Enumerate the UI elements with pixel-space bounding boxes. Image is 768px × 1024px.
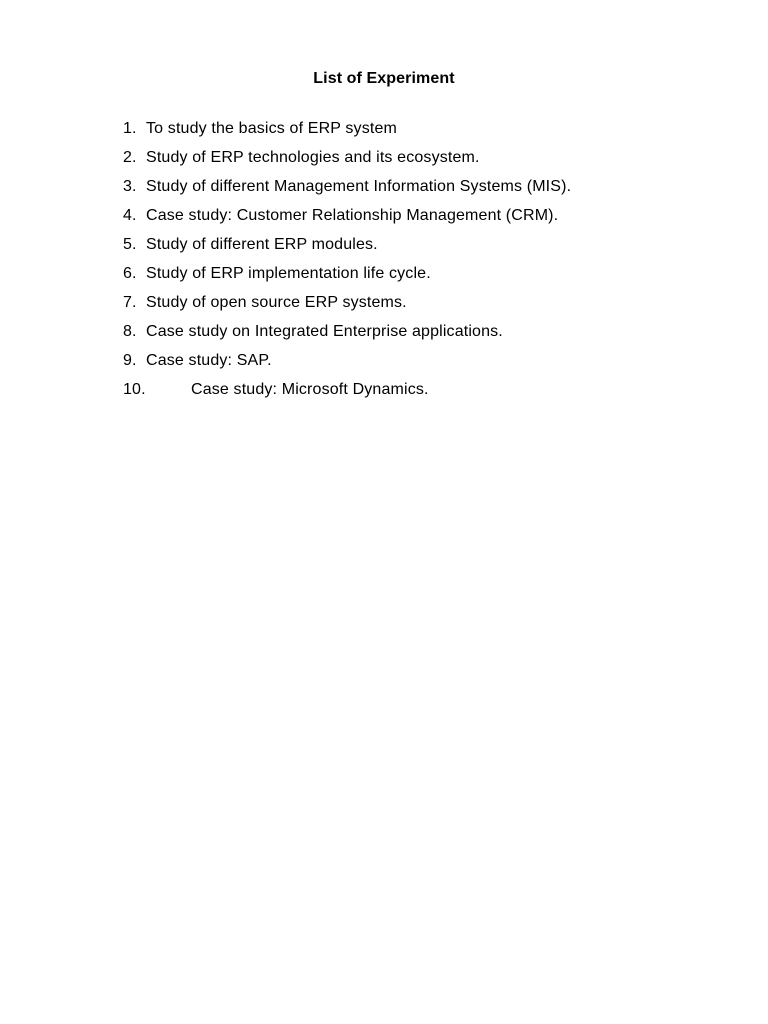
item-text: Case study: Microsoft Dynamics. (191, 381, 429, 398)
list-item (123, 292, 571, 321)
list-item (123, 379, 571, 408)
document-title: List of Experiment (313, 70, 455, 87)
item-text: To study the basics of ERP system (146, 120, 397, 137)
item-number: 7. (123, 294, 137, 311)
item-text: Case study: SAP. (146, 352, 272, 369)
item-number: 4. (123, 207, 137, 224)
item-text: Study of ERP technologies and its ecosystem. (146, 149, 480, 166)
item-number: 6. (123, 265, 137, 282)
item-number: 2. (123, 149, 137, 166)
item-text: Study of open source ERP systems. (146, 294, 407, 311)
experiment-list (123, 118, 571, 408)
item-number: 3. (123, 178, 137, 195)
list-item (123, 147, 571, 176)
list-item (123, 263, 571, 292)
list-item (123, 350, 571, 379)
item-text: Case study on Integrated Enterprise applications. (146, 323, 503, 340)
list-item (123, 205, 571, 234)
item-text: Study of different ERP modules. (146, 236, 378, 253)
item-text: Study of different Management Information Systems (MIS). (146, 178, 572, 195)
item-number: 10. (123, 381, 146, 398)
list-item (123, 118, 571, 147)
list-item (123, 234, 571, 263)
item-number: 5. (123, 236, 137, 253)
item-number: 8. (123, 323, 137, 340)
item-number: 1. (123, 120, 137, 137)
list-item (123, 321, 571, 350)
list-item (123, 176, 571, 205)
item-number: 9. (123, 352, 137, 369)
item-text: Case study: Customer Relationship Management (CRM). (146, 207, 559, 224)
item-text: Study of ERP implementation life cycle. (146, 265, 431, 282)
